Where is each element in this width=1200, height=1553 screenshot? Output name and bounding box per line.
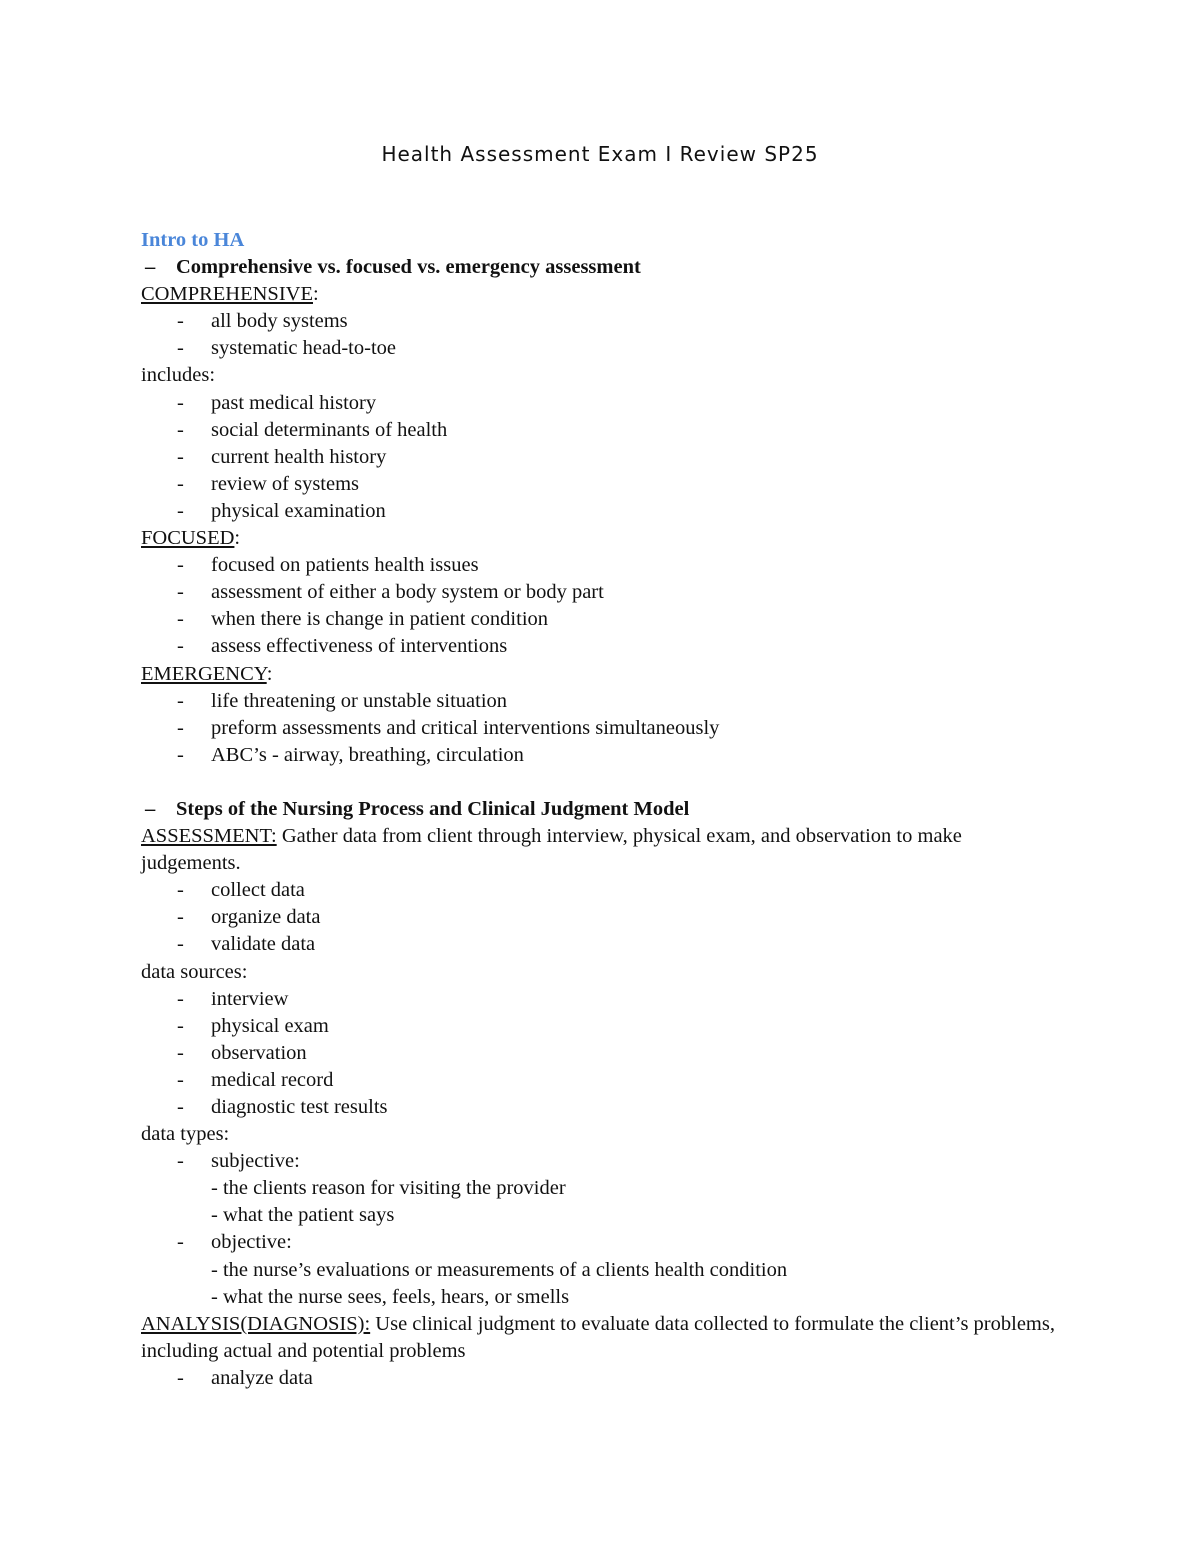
topic-heading: [141, 796, 1061, 823]
comprehensive-label: COMPREHENSIVE: [141, 283, 313, 306]
document-title: Health Assessment Exam I Review SP25: [381, 142, 819, 166]
list-item: - diagnostic test results: [177, 1096, 388, 1118]
sources-label: data sources:: [141, 960, 248, 983]
focused-label: FOCUSED: [141, 527, 235, 550]
analysis-label: ANALYSIS(DIAGNOSIS):: [141, 1312, 371, 1335]
list-item: - all body systems: [177, 310, 348, 333]
analysis-text: Use clinical judgment to evaluate data collected to formulate the client’s problems, including actual and potential problems: [141, 1312, 1055, 1362]
section-heading: Intro to HA: [141, 229, 245, 251]
types-label: data types:: [141, 1123, 230, 1146]
subsection-label: COMPREHENSIVE:: [141, 283, 319, 306]
topic-heading: [141, 254, 1061, 281]
assessment-text: Gather data from client through interview, physical exam, and observation to make judgements.: [141, 825, 962, 875]
list-item: - past medical history: [177, 391, 377, 414]
emergency-label: EMERGENCY: [141, 662, 267, 685]
sub-list-item: - the nurse’s evaluations or measurements of a clients health condition: [211, 1258, 788, 1281]
list-item: - life threatening or unstable situation: [177, 689, 508, 712]
list-item: - organize data: [177, 906, 321, 929]
list-item: - interview: [177, 987, 289, 1010]
list-item: - when there is change in patient condition: [177, 608, 549, 631]
list-item: - observation: [177, 1041, 307, 1064]
list-item: - assessment of either a body system or body part: [177, 581, 604, 604]
list-item: - systematic head-to-toe: [177, 337, 397, 360]
assessment-paragraph: [141, 823, 1061, 877]
list-item: - focused on patients health issues: [177, 554, 479, 577]
subsection-label: FOCUSED:: [141, 527, 241, 550]
list-item: - physical examination: [177, 499, 386, 522]
sub-list-item: - what the patient says: [211, 1204, 395, 1227]
list-item: - social determinants of health: [177, 418, 448, 441]
list-item: - medical record: [177, 1068, 334, 1091]
list-item: - subjective:: [177, 1150, 300, 1173]
list-item: - objective:: [177, 1231, 292, 1254]
analysis-paragraph: [141, 1311, 1061, 1365]
document-body: [141, 227, 1061, 1392]
list-item: - physical exam: [177, 1014, 329, 1037]
list-item: - validate data: [177, 933, 316, 956]
topic-text: Comprehensive vs. focused vs. emergency assessment: [176, 256, 641, 279]
subsection-label: EMERGENCY:: [141, 662, 273, 685]
list-item: - current health history: [177, 445, 387, 468]
sub-list-item: - the clients reason for visiting the provider: [211, 1177, 566, 1200]
list-item: - ABC’s - airway, breathing, circulation: [177, 743, 524, 766]
topic-dash: –: [145, 797, 156, 820]
sub-list-item: - what the nurse sees, feels, hears, or smells: [211, 1285, 570, 1308]
list-item: - collect data: [177, 879, 305, 902]
list-item: - analyze data: [177, 1366, 313, 1389]
paragraph-spacer: [141, 769, 1061, 796]
assessment-label: ASSESSMENT:: [141, 825, 277, 848]
list-item: - preform assessments and critical interventions simultaneously: [177, 716, 720, 739]
topic-text: Steps of the Nursing Process and Clinical Judgment Model: [176, 797, 690, 820]
topic-dash: –: [145, 256, 156, 279]
list-item: - assess effectiveness of interventions: [177, 635, 508, 658]
list-item: - review of systems: [177, 472, 360, 495]
includes-label: includes:: [141, 364, 216, 387]
